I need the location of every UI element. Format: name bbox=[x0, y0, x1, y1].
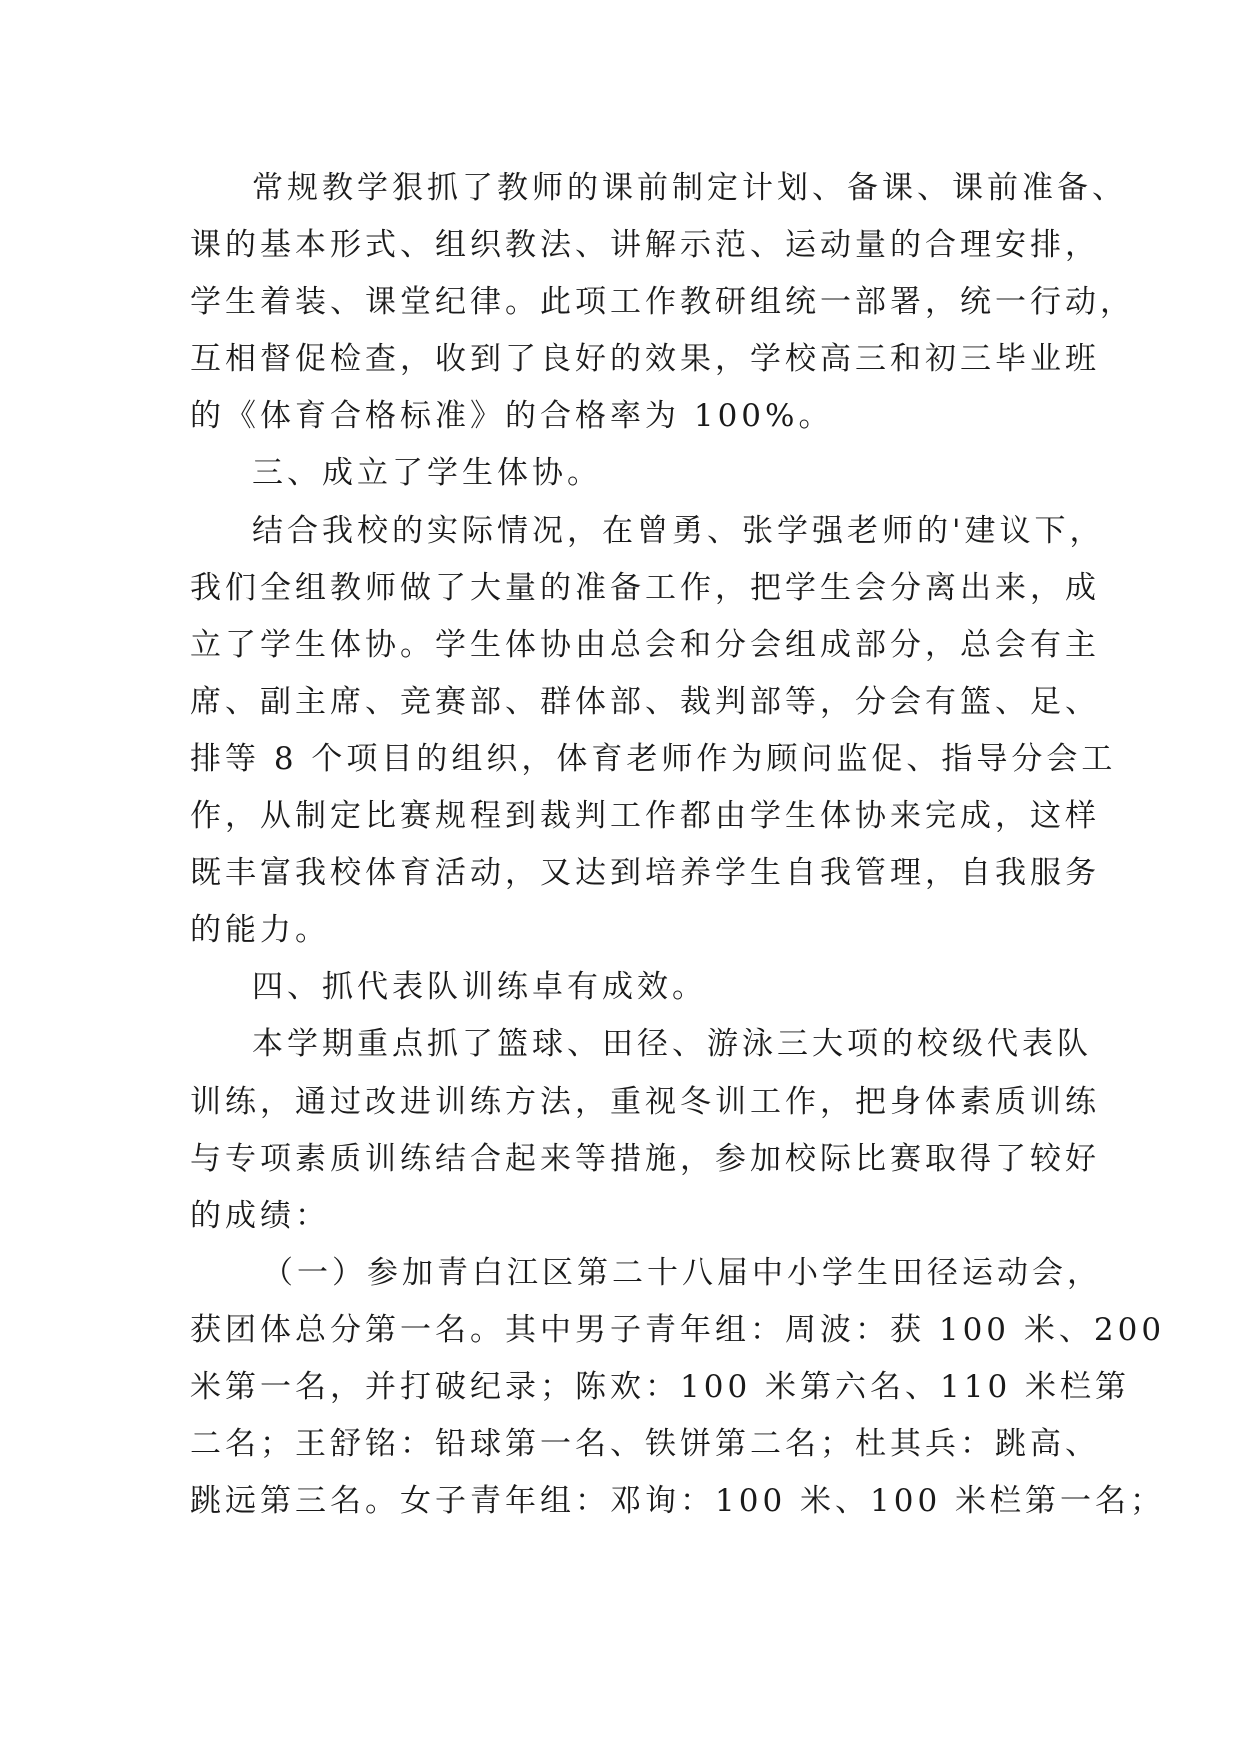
paragraph-line: 课的基本形式、组织教法、讲解示范、运动量的合理安排， bbox=[190, 227, 1100, 264]
paragraph-line: 互相督促检查，收到了良好的效果，学校高三和初三毕业班 bbox=[190, 341, 1100, 378]
paragraph-line: 的《体育合格标准》的合格率为 100%。 bbox=[190, 398, 834, 435]
paragraph-line: 训练，通过改进训练方法，重视冬训工作，把身体素质训练 bbox=[190, 1083, 1100, 1120]
paragraph-line: 结合我校的实际情况，在曾勇、张学强老师的'建议下， bbox=[252, 512, 1105, 549]
paragraph-line: 席、副主席、竞赛部、群体部、裁判部等，分会有篮、足、 bbox=[190, 683, 1100, 720]
section-heading: 三、成立了学生体协。 bbox=[252, 455, 602, 492]
paragraph-line: 与专项素质训练结合起来等措施，参加校际比赛取得了较好 bbox=[190, 1140, 1100, 1177]
paragraph-line: 立了学生体协。学生体协由总会和分会组成部分，总会有主 bbox=[190, 626, 1100, 663]
paragraph-line: 我们全组教师做了大量的准备工作，把学生会分离出来，成 bbox=[190, 569, 1100, 606]
document-body bbox=[190, 160, 1166, 1530]
paragraph-line: （一）参加青白江区第二十八届中小学生田径运动会， bbox=[262, 1254, 1102, 1291]
paragraph-line: 获团体总分第一名。其中男子青年组：周波：获 100 米、200 bbox=[190, 1311, 1166, 1348]
paragraph-line: 排等 8 个项目的组织，体育老师作为顾问监促、指导分会工 bbox=[190, 740, 1117, 777]
paragraph-line: 本学期重点抓了篮球、田径、游泳三大项的校级代表队 bbox=[252, 1026, 1092, 1063]
paragraph-line: 米第一名，并打破纪录；陈欢：100 米第六名、110 米栏第 bbox=[190, 1368, 1131, 1405]
paragraph-line: 的能力。 bbox=[190, 912, 330, 949]
paragraph-line: 跳远第三名。女子青年组：邓询：100 米、100 米栏第一名； bbox=[190, 1483, 1166, 1520]
paragraph-line: 既丰富我校体育活动，又达到培养学生自我管理，自我服务 bbox=[190, 855, 1100, 892]
paragraph-line: 作，从制定比赛规程到裁判工作都由学生体协来完成，这样 bbox=[190, 798, 1100, 835]
section-heading: 四、抓代表队训练卓有成效。 bbox=[252, 969, 707, 1006]
paragraph-line: 学生着装、课堂纪律。此项工作教研组统一部署，统一行动， bbox=[190, 284, 1135, 321]
paragraph-line: 的成绩： bbox=[190, 1197, 330, 1234]
paragraph-line: 常规教学狠抓了教师的课前制定计划、备课、课前准备、 bbox=[252, 170, 1127, 206]
paragraph-line: 二名；王舒铭：铅球第一名、铁饼第二名；杜其兵：跳高、 bbox=[190, 1426, 1100, 1463]
